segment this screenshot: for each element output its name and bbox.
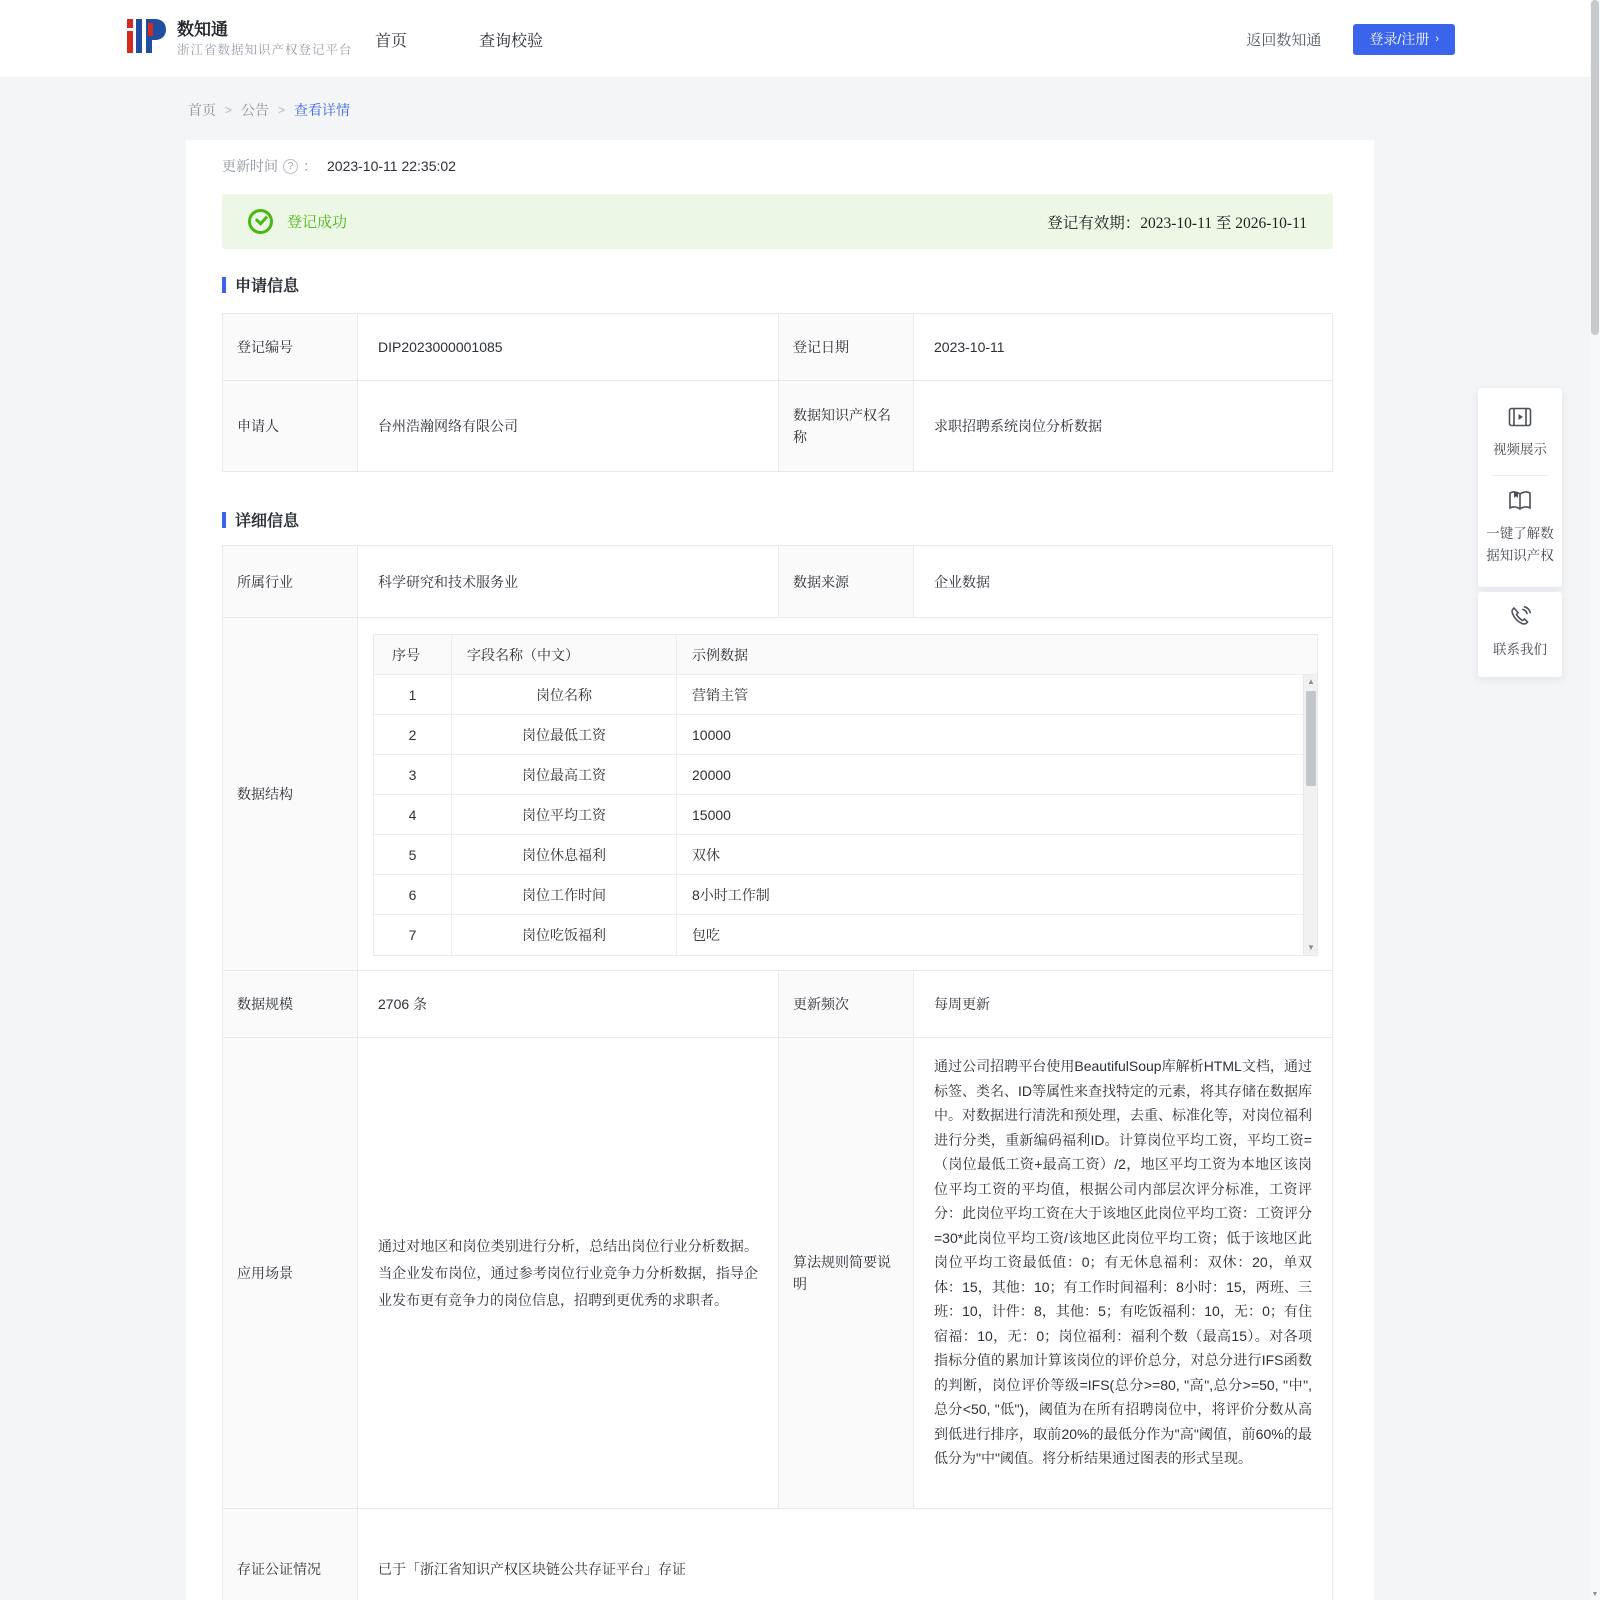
ip-name-label: 数据知识产权名称 bbox=[779, 381, 914, 471]
breadcrumb-current: 查看详情 bbox=[294, 102, 351, 118]
cell-index: 4 bbox=[374, 795, 452, 834]
frequency-value: 每周更新 bbox=[914, 971, 1332, 1037]
table-row bbox=[223, 1509, 1332, 1600]
video-icon bbox=[1508, 406, 1532, 433]
algorithm-value: 通过公司招聘平台使用BeautifulSoup库解析HTML文档，通过标签、类名、ID等属性来查找特定的元素，将其存储在数据库中。对数据进行清洗和预处理，去重、标准化等，对岗位福利进行分类，重新编码福利ID。计算岗位平均工资，平均工资=（岗位最低工资+最高工资）/2，地区平均工资为本地区该岗位平均工资的平均值，根据公司内部层次评分标准，工资评分：此岗位平均工资在大于该地区此岗位平均工资：工资评分=30*此岗位平均工资/该地区此岗位平均工资；低于该地区此岗位平均工资最低值：0；有无休息福利：双休：20，单双体：15，其他：10；有工作时间福利：8小时：15，两班、三班：10，计件：8，其他：5；有吃饭福利：10，无：0；有住宿福：10，无：0；岗位福利：福利个数（最高15）。对各项指标分值的累加计算该岗位的评价总分，对总分进行IFS函数的判断，岗位评价等级=IFS(总分>=80, "高",总分>=50, "中",总分<50, "低")，阈值为在所有招聘岗位中，将评价分数从高到低进行排序，取前20%的最低分作为"高"阈值，前60%的最低分为"中"阈值。将分析结果通过图表的形式呈现。 bbox=[914, 1038, 1332, 1508]
breadcrumb bbox=[188, 100, 350, 120]
video-demo-label: 视频展示 bbox=[1493, 442, 1547, 457]
detail-page-card bbox=[186, 140, 1374, 1600]
page-scrollbar[interactable] bbox=[1590, 0, 1600, 1600]
cell-field-name: 岗位工作时间 bbox=[452, 875, 677, 914]
reg-date-value: 2023-10-11 bbox=[914, 314, 1332, 380]
scroll-down-icon[interactable]: ▼ bbox=[1591, 1591, 1599, 1598]
cell-index: 2 bbox=[374, 715, 452, 754]
cell-sample: 15000 bbox=[692, 806, 731, 823]
table-row bbox=[374, 875, 1317, 915]
float-panel-top bbox=[1478, 388, 1562, 587]
cell-field-name: 岗位名称 bbox=[452, 675, 677, 714]
success-check-icon bbox=[248, 209, 273, 234]
cell-index: 5 bbox=[374, 835, 452, 874]
cell-sample: 双休 bbox=[692, 846, 720, 863]
back-to-shuzhitong-link[interactable]: 返回数知通 bbox=[1246, 31, 1322, 49]
update-time-value: 2023-10-11 22:35:02 bbox=[327, 158, 456, 174]
applicant-value: 台州浩瀚网络有限公司 bbox=[358, 381, 779, 471]
scroll-down-icon[interactable]: ▼ bbox=[1307, 943, 1315, 952]
phone-icon bbox=[1509, 606, 1531, 633]
cell-index: 6 bbox=[374, 875, 452, 914]
data-ip-guide-label: 一键了解数据知识产权 bbox=[1486, 526, 1554, 563]
industry-label: 所属行业 bbox=[223, 546, 358, 617]
cell-sample: 20000 bbox=[692, 766, 731, 783]
table-row bbox=[374, 715, 1317, 755]
col-header-sample: 示例数据 bbox=[692, 646, 748, 663]
scale-value: 2706 条 bbox=[358, 971, 779, 1037]
scrollbar-thumb[interactable] bbox=[1306, 691, 1316, 786]
table-row bbox=[223, 971, 1332, 1038]
scroll-up-icon[interactable]: ▲ bbox=[1307, 677, 1315, 686]
detail-info-table bbox=[222, 545, 1333, 1600]
section-accent-bar bbox=[222, 512, 226, 528]
top-header bbox=[0, 0, 1600, 78]
frequency-label: 更新频次 bbox=[779, 971, 914, 1037]
structure-table-body bbox=[374, 675, 1317, 955]
cell-sample: 8小时工作制 bbox=[692, 886, 770, 903]
table-row bbox=[374, 795, 1317, 835]
breadcrumb-home[interactable]: 首页 bbox=[188, 102, 216, 118]
source-value: 企业数据 bbox=[914, 546, 1332, 617]
divider bbox=[1491, 475, 1549, 476]
contact-us-button[interactable] bbox=[1485, 606, 1555, 661]
cell-field-name: 岗位平均工资 bbox=[452, 795, 677, 834]
registration-success-banner bbox=[222, 194, 1333, 249]
page-scrollbar-thumb[interactable] bbox=[1591, 0, 1599, 335]
structure-table-header bbox=[374, 635, 1317, 675]
structure-table-scrollbar[interactable] bbox=[1303, 675, 1317, 955]
cell-sample: 10000 bbox=[692, 726, 731, 743]
cell-index: 3 bbox=[374, 755, 452, 794]
registration-status-text: 登记成功 bbox=[287, 214, 348, 231]
table-row bbox=[374, 835, 1317, 875]
update-time-label: 更新时间 bbox=[222, 158, 278, 174]
contact-us-label: 联系我们 bbox=[1493, 642, 1547, 657]
breadcrumb-separator-icon: > bbox=[278, 103, 286, 117]
cell-field-name: 岗位最低工资 bbox=[452, 715, 677, 754]
notary-label: 存证公证情况 bbox=[223, 1509, 358, 1600]
brand-logo-icon bbox=[125, 15, 167, 62]
table-row bbox=[223, 381, 1332, 472]
nav-query-check[interactable]: 查询校验 bbox=[479, 32, 544, 50]
float-panel-contact bbox=[1478, 592, 1562, 677]
algorithm-label: 算法规则简要说明 bbox=[779, 1038, 914, 1508]
section-accent-bar bbox=[222, 277, 226, 293]
cell-field-name: 岗位最高工资 bbox=[452, 755, 677, 794]
table-row bbox=[374, 915, 1317, 955]
applicant-label: 申请人 bbox=[223, 381, 358, 471]
cell-index: 1 bbox=[374, 675, 452, 714]
cell-field-name: 岗位休息福利 bbox=[452, 835, 677, 874]
ip-name-value: 求职招聘系统岗位分析数据 bbox=[914, 381, 1332, 471]
brand-logo[interactable] bbox=[125, 15, 353, 62]
validity-period-text: 登记有效期：2023-10-11 至 2026-10-11 bbox=[1047, 214, 1307, 232]
reg-no-label: 登记编号 bbox=[223, 314, 358, 380]
application-info-table bbox=[222, 313, 1333, 472]
table-row bbox=[223, 546, 1332, 618]
reg-no-value: DIP2023000001085 bbox=[358, 314, 779, 380]
scenario-value: 通过对地区和岗位类别进行分析，总结出岗位行业分析数据。当企业发布岗位，通过参考岗位行业竞争力分析数据，指导企业发布更有竞争力的岗位信息，招聘到更优秀的求职者。 bbox=[358, 1038, 779, 1508]
col-header-field-name: 字段名称（中文） bbox=[452, 635, 677, 674]
source-label: 数据来源 bbox=[779, 546, 914, 617]
industry-value: 科学研究和技术服务业 bbox=[358, 546, 779, 617]
table-row bbox=[223, 314, 1332, 381]
help-question-icon[interactable]: ? bbox=[283, 159, 298, 174]
login-register-label: 登录/注册 bbox=[1369, 31, 1430, 47]
main-nav bbox=[375, 0, 543, 78]
cell-index: 7 bbox=[374, 915, 452, 955]
brand-subtitle: 浙江省数据知识产权登记平台 bbox=[177, 42, 353, 57]
section-title-application: 申请信息 bbox=[235, 278, 300, 295]
table-row bbox=[374, 755, 1317, 795]
table-row bbox=[223, 1038, 1332, 1509]
breadcrumb-separator-icon: > bbox=[225, 103, 233, 117]
table-row bbox=[374, 675, 1317, 715]
book-icon bbox=[1508, 490, 1532, 517]
brand-name: 数知通 bbox=[177, 19, 228, 39]
cell-sample: 包吃 bbox=[692, 927, 720, 943]
chevron-right-icon: › bbox=[1435, 33, 1439, 45]
breadcrumb-announcement[interactable]: 公告 bbox=[241, 102, 270, 118]
table-row bbox=[223, 618, 1332, 971]
cell-field-name: 岗位吃饭福利 bbox=[452, 915, 677, 955]
update-time-colon: ： bbox=[303, 158, 317, 174]
notary-value: 已于「浙江省知识产权区块链公共存证平台」存证 bbox=[358, 1509, 1332, 1600]
scenario-label: 应用场景 bbox=[223, 1038, 358, 1508]
nav-home[interactable]: 首页 bbox=[375, 32, 408, 50]
cell-sample: 营销主管 bbox=[692, 686, 748, 703]
scale-label: 数据规模 bbox=[223, 971, 358, 1037]
reg-date-label: 登记日期 bbox=[779, 314, 914, 380]
data-ip-guide-button[interactable] bbox=[1485, 490, 1555, 567]
col-header-index: 序号 bbox=[374, 635, 452, 674]
data-structure-table bbox=[373, 634, 1318, 956]
login-register-button[interactable] bbox=[1353, 24, 1455, 55]
section-title-detail: 详细信息 bbox=[235, 513, 300, 530]
structure-label: 数据结构 bbox=[223, 618, 358, 970]
video-demo-button[interactable] bbox=[1485, 406, 1555, 461]
